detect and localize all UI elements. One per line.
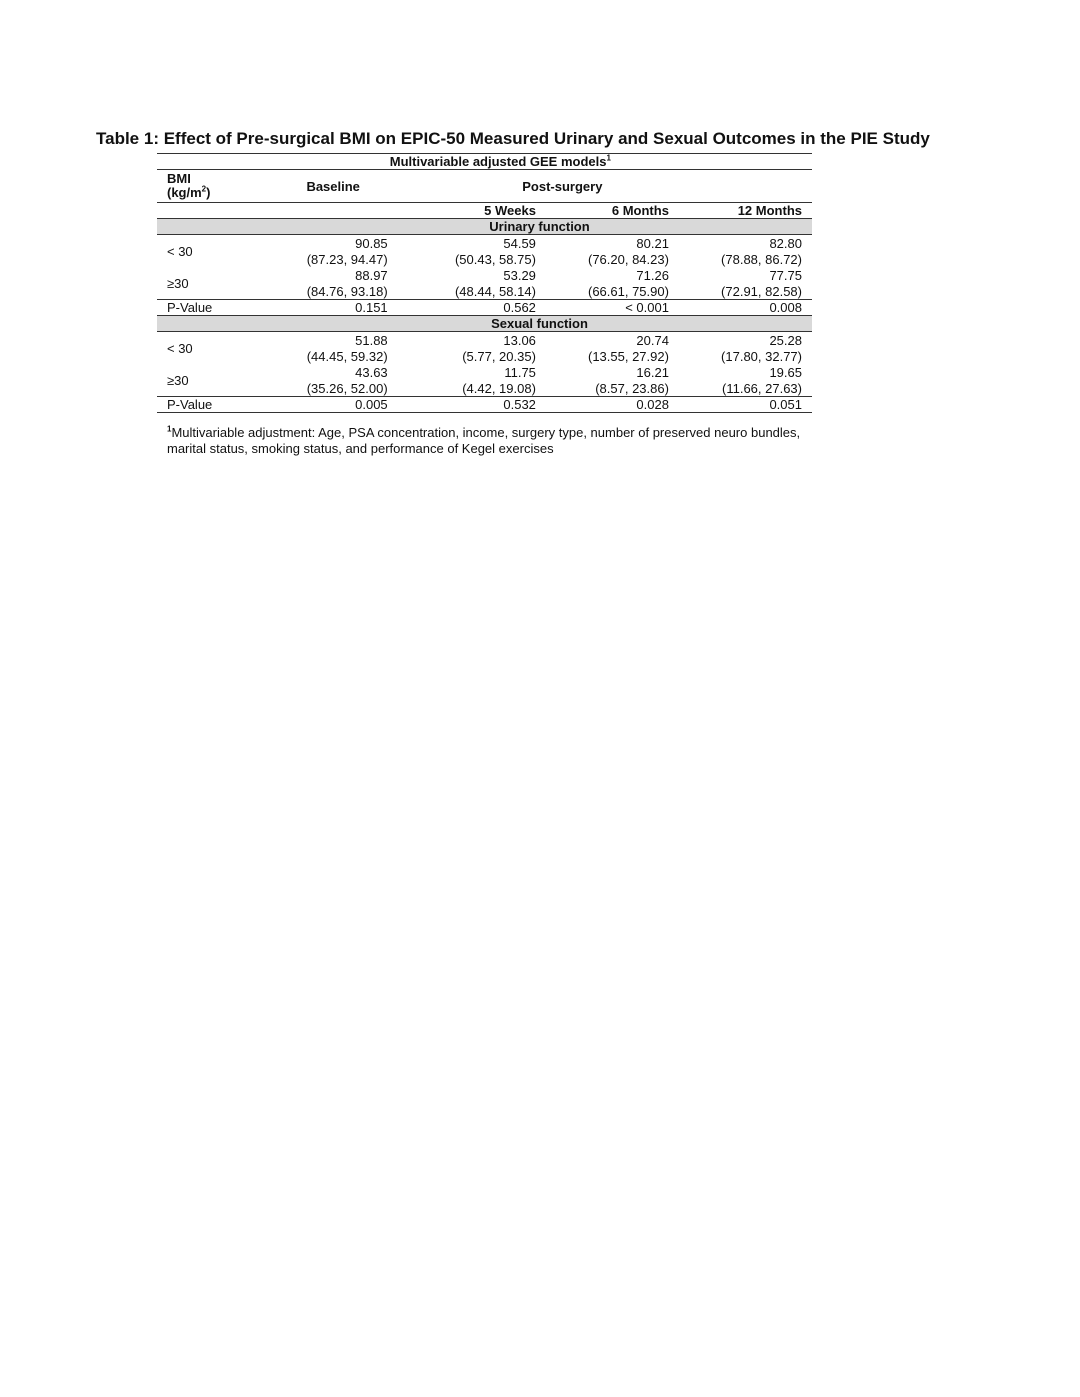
estimate-cell: 82.80 [769,235,802,251]
estimate-cell: 20.74 [636,332,669,348]
group-label: ≥30 [167,275,189,291]
pvalue-label: P-Value [157,300,269,316]
ci-cell: (44.45, 59.32) [306,348,388,364]
ci-cell: (84.76, 93.18) [306,283,388,299]
section-header-urinary: Urinary function [157,219,812,235]
estimate-cell: 19.65 [769,364,802,380]
ci-cell: (11.66, 27.63) [722,380,802,396]
ci-cell: (4.42, 19.08) [462,380,536,396]
estimate-cell: 88.97 [355,267,388,283]
footnote-marker: 1 [167,424,172,434]
estimate-cell: 53.29 [503,267,536,283]
baseline-header: Baseline [306,178,360,194]
ci-cell: (35.26, 52.00) [306,380,388,396]
pvalue-cell: 0.005 [269,397,398,413]
ci-cell: (87.23, 94.47) [306,251,388,267]
ci-cell: (48.44, 58.14) [454,283,536,299]
table-caption-text: Multivariable adjusted GEE models [389,154,607,169]
table-caption [269,154,812,170]
pvalue-cell: < 0.001 [546,300,679,316]
pvalue-cell: 0.051 [679,397,812,413]
table-footnote [167,425,807,457]
ci-cell: (17.80, 32.77) [721,348,802,364]
estimate-cell: 13.06 [503,332,536,348]
results-table [157,153,812,413]
timepoint-header-5-weeks: 5 Weeks [398,203,546,219]
ci-cell: (66.61, 75.90) [587,283,669,299]
group-label: < 30 [167,243,193,259]
ci-cell: (76.20, 84.23) [587,251,669,267]
table-title: Table 1: Effect of Pre-surgical BMI on EPIC-50 Measured Urinary and Sexual Outcomes in the PIE Study [96,129,930,148]
bmi-column-header [157,170,269,203]
bmi-header-line2: $(kg/m^2)$ [167,184,211,200]
ci-cell: (5.77, 20.35) [462,348,536,364]
ci-cell: (8.57, 23.86) [595,380,669,396]
section-header-sexual: Sexual function [157,316,812,332]
pvalue-cell: 0.151 [269,300,398,316]
estimate-cell: 25.28 [769,332,802,348]
estimate-cell: 43.63 [355,364,388,380]
estimate-cell: 71.26 [636,267,669,283]
pvalue-cell: 0.562 [398,300,546,316]
pvalue-cell: 0.028 [546,397,679,413]
estimate-cell: 51.88 [355,332,388,348]
estimate-cell: 77.75 [769,267,802,283]
ci-cell: (72.91, 82.58) [721,283,802,299]
group-label: ≥30 [167,372,189,388]
timepoint-header-6-months: 6 Months [546,203,679,219]
pvalue-label: P-Value [157,397,269,413]
bmi-header-line1: BMI [167,171,191,186]
estimate-cell: 80.21 [636,235,669,251]
group-label: < 30 [167,340,193,356]
ci-cell: (13.55, 27.92) [587,348,669,364]
footnote-text: Multivariable adjustment: Age, PSA concentration, income, surgery type, number of preserved neuro bundles, marital status, smoking status, and performance of Kegel exercises [167,425,801,456]
timepoint-header-12-months: 12 Months [679,203,812,219]
estimate-cell: 54.59 [503,235,536,251]
post-surgery-header: Post-surgery [522,178,603,194]
caption-footnote-marker: 1 [606,153,611,163]
results-table-container [157,153,812,413]
pvalue-cell: 0.532 [398,397,546,413]
estimate-cell: 16.21 [636,364,669,380]
estimate-cell: 11.75 [504,364,536,380]
ci-cell: (50.43, 58.75) [454,251,536,267]
estimate-cell: 90.85 [355,235,388,251]
ci-cell: (78.88, 86.72) [721,251,802,267]
pvalue-cell: 0.008 [679,300,812,316]
